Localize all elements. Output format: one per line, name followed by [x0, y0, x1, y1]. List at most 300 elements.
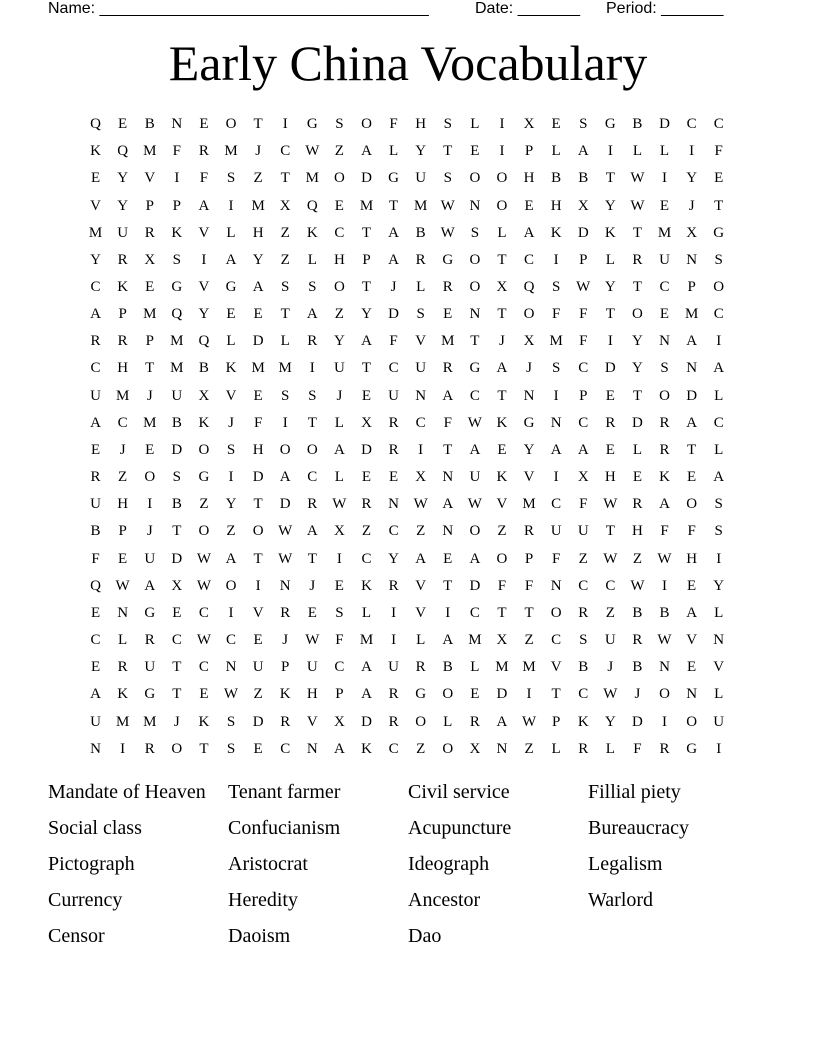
- grid-letter: O: [469, 251, 481, 268]
- grid-letter: I: [282, 116, 288, 133]
- grid-letter: Z: [578, 550, 588, 567]
- grid-letter: U: [144, 659, 156, 676]
- word-bank-item: Legalism: [588, 852, 663, 875]
- grid-letter: N: [659, 659, 670, 676]
- grid-letter: W: [305, 143, 320, 160]
- grid-letter: C: [469, 387, 480, 404]
- grid-letter: Z: [253, 686, 263, 703]
- grid-letter: C: [524, 251, 535, 268]
- grid-letter: W: [657, 632, 672, 649]
- grid-letter: Z: [524, 632, 534, 649]
- grid-letter: B: [578, 659, 589, 676]
- grid-letter: B: [551, 170, 562, 187]
- grid-letter: Z: [361, 523, 372, 540]
- grid-letter: D: [361, 713, 372, 730]
- grid-letter: U: [117, 224, 129, 241]
- grid-letter: T: [172, 686, 182, 703]
- grid-letter: I: [499, 116, 505, 133]
- grid-letter: K: [279, 686, 291, 703]
- grid-letter: E: [605, 387, 615, 404]
- grid-letter: R: [361, 496, 372, 513]
- grid-letter: R: [388, 441, 399, 458]
- grid-letter: Y: [90, 251, 101, 268]
- grid-letter: L: [416, 632, 426, 649]
- grid-letter: Y: [604, 713, 616, 730]
- grid-letter: T: [714, 197, 724, 214]
- grid-letter: T: [361, 224, 372, 241]
- grid-letter: Y: [713, 577, 725, 594]
- grid-letter: A: [388, 251, 399, 268]
- grid-letter: A: [496, 360, 508, 377]
- grid-letter: X: [496, 632, 508, 649]
- grid-letter: Q: [171, 306, 183, 323]
- grid-letter: R: [659, 740, 670, 757]
- grid-letter: F: [389, 116, 398, 133]
- grid-letter: O: [550, 604, 562, 621]
- grid-letter: E: [226, 306, 236, 323]
- grid-letter: C: [713, 306, 724, 323]
- grid-letter: N: [388, 496, 399, 513]
- grid-letter: I: [553, 387, 559, 404]
- grid-letter: L: [551, 143, 561, 160]
- grid-letter: D: [252, 469, 264, 486]
- word-bank-item: Ideograph: [408, 852, 490, 875]
- grid-letter: M: [143, 143, 157, 160]
- grid-letter: L: [280, 333, 290, 350]
- grid-letter: K: [496, 414, 508, 431]
- word-bank-item: Confucianism: [228, 817, 341, 840]
- grid-letter: T: [361, 360, 372, 377]
- word-search-grid: [82, 111, 732, 763]
- grid-letter: Z: [524, 740, 534, 757]
- grid-letter: U: [415, 360, 427, 377]
- grid-letter: R: [632, 251, 643, 268]
- grid-letter: C: [90, 360, 101, 377]
- grid-letter: W: [440, 224, 455, 241]
- grid-letter: T: [443, 441, 453, 458]
- grid-letter: G: [604, 116, 616, 133]
- grid-letter: T: [199, 740, 209, 757]
- grid-letter: I: [391, 632, 397, 649]
- grid-letter: Q: [523, 279, 535, 296]
- word-bank-item: Social class: [48, 817, 142, 840]
- grid-letter: W: [115, 577, 130, 594]
- word-bank-item: Bureaucracy: [588, 817, 690, 840]
- grid-letter: D: [361, 441, 372, 458]
- grid-letter: T: [632, 387, 642, 404]
- grid-letter: U: [550, 523, 562, 540]
- word-bank-item: Fillial piety: [588, 781, 681, 804]
- grid-letter: T: [280, 170, 290, 187]
- grid-letter: O: [686, 713, 698, 730]
- grid-letter: T: [470, 333, 480, 350]
- grid-letter: U: [388, 659, 399, 676]
- grid-letter: Z: [497, 523, 507, 540]
- grid-letter: J: [255, 143, 262, 160]
- grid-letter: F: [253, 414, 263, 431]
- grid-letter: J: [390, 279, 397, 296]
- grid-letter: N: [686, 686, 698, 703]
- grid-letter: U: [659, 251, 670, 268]
- grid-letter: C: [198, 604, 209, 621]
- grid-letter: H: [333, 251, 345, 268]
- grid-letter: S: [551, 360, 561, 377]
- grid-letter: N: [659, 333, 670, 350]
- grid-letter: U: [388, 387, 399, 404]
- grid-letter: C: [713, 414, 724, 431]
- grid-letter: R: [605, 414, 616, 431]
- grid-letter: M: [522, 659, 536, 676]
- grid-letter: J: [119, 441, 126, 458]
- grid-letter: L: [714, 441, 724, 458]
- grid-letter: E: [145, 441, 155, 458]
- grid-letter: O: [279, 441, 291, 458]
- grid-letter: C: [578, 686, 589, 703]
- grid-letter: K: [117, 279, 129, 296]
- grid-letter: N: [550, 577, 562, 594]
- grid-letter: C: [388, 740, 399, 757]
- grid-letter: R: [117, 251, 128, 268]
- grid-letter: R: [388, 414, 399, 431]
- grid-letter: T: [253, 496, 263, 513]
- grid-letter: F: [443, 414, 452, 431]
- grid-letter: P: [118, 523, 127, 540]
- grid-letter: W: [630, 197, 645, 214]
- grid-letter: N: [496, 740, 508, 757]
- grid-letter: E: [118, 116, 128, 133]
- grid-letter: A: [713, 469, 725, 486]
- grid-letter: M: [495, 659, 509, 676]
- grid-letter: A: [333, 441, 345, 458]
- grid-letter: Z: [605, 604, 615, 621]
- grid-letter: R: [442, 360, 453, 377]
- period-field-label: Period: _______: [606, 0, 724, 17]
- page-title: Early China Vocabulary: [168, 35, 648, 91]
- grid-letter: S: [416, 306, 425, 323]
- grid-letter: R: [659, 441, 670, 458]
- grid-letter: Z: [253, 170, 263, 187]
- grid-letter: A: [198, 197, 210, 214]
- grid-letter: E: [253, 632, 263, 649]
- grid-letter: L: [388, 143, 399, 160]
- grid-letter: E: [388, 469, 399, 486]
- grid-letter: K: [361, 577, 372, 594]
- grid-letter: A: [361, 143, 372, 160]
- grid-letter: I: [228, 469, 234, 486]
- grid-letter: V: [686, 632, 698, 649]
- grid-letter: O: [144, 469, 156, 486]
- grid-letter: L: [334, 414, 344, 431]
- grid-letter: I: [689, 143, 695, 160]
- grid-letter: V: [198, 224, 210, 241]
- grid-letter: C: [415, 414, 426, 431]
- grid-letter: G: [144, 604, 156, 621]
- grid-letter: P: [687, 279, 696, 296]
- grid-letter: Y: [333, 333, 345, 350]
- grid-letter: R: [117, 333, 128, 350]
- grid-letter: L: [714, 604, 724, 621]
- grid-letter: J: [336, 387, 343, 404]
- grid-letter: K: [117, 686, 129, 703]
- grid-letter: H: [252, 224, 264, 241]
- grid-letter: P: [551, 713, 561, 730]
- grid-letter: R: [415, 659, 426, 676]
- grid-letter: G: [225, 279, 237, 296]
- grid-letter: O: [198, 441, 210, 458]
- grid-letter: E: [307, 604, 317, 621]
- grid-letter: M: [414, 197, 428, 214]
- grid-letter: W: [630, 577, 645, 594]
- grid-letter: G: [713, 224, 725, 241]
- grid-letter: U: [604, 632, 616, 649]
- grid-letter: L: [659, 143, 670, 160]
- grid-letter: S: [335, 116, 344, 133]
- grid-letter: C: [469, 604, 480, 621]
- grid-letter: K: [659, 469, 670, 486]
- grid-letter: N: [171, 116, 183, 133]
- grid-letter: J: [634, 686, 641, 703]
- grid-letter: W: [521, 713, 537, 730]
- grid-letter: N: [117, 604, 129, 621]
- word-bank-item: Ancestor: [408, 888, 481, 911]
- grid-letter: A: [469, 441, 481, 458]
- grid-letter: S: [308, 279, 317, 296]
- grid-letter: N: [550, 414, 562, 431]
- grid-letter: R: [632, 496, 643, 513]
- grid-letter: I: [716, 550, 722, 567]
- grid-letter: U: [713, 713, 725, 730]
- grid-letter: A: [713, 360, 725, 377]
- grid-letter: T: [361, 279, 372, 296]
- grid-letter: N: [469, 197, 481, 214]
- grid-letter: H: [686, 550, 698, 567]
- grid-letter: V: [252, 604, 264, 621]
- grid-letter: W: [603, 496, 618, 513]
- grid-letter: E: [145, 279, 155, 296]
- grid-letter: W: [467, 414, 482, 431]
- grid-letter: Z: [199, 496, 209, 513]
- grid-letter: A: [90, 686, 101, 703]
- grid-letter: A: [90, 306, 101, 323]
- grid-letter: U: [90, 387, 101, 404]
- grid-letter: E: [605, 441, 615, 458]
- grid-letter: A: [333, 740, 345, 757]
- grid-letter: C: [578, 577, 589, 594]
- grid-letter: T: [605, 306, 615, 323]
- grid-letter: E: [334, 197, 344, 214]
- grid-letter: P: [579, 387, 588, 404]
- grid-letter: S: [226, 441, 236, 458]
- grid-letter: A: [659, 496, 670, 513]
- word-bank-item: Civil service: [408, 781, 510, 804]
- grid-letter: M: [305, 170, 319, 187]
- grid-letter: H: [252, 441, 264, 458]
- grid-letter: D: [279, 496, 291, 513]
- grid-letter: C: [551, 496, 562, 513]
- grid-letter: P: [335, 686, 344, 703]
- grid-letter: M: [359, 197, 374, 214]
- grid-letter: O: [225, 116, 237, 133]
- grid-letter: Q: [306, 197, 318, 214]
- grid-letter: M: [468, 632, 482, 649]
- grid-letter: Z: [226, 523, 236, 540]
- grid-letter: D: [171, 550, 183, 567]
- grid-letter: A: [442, 632, 454, 649]
- grid-letter: G: [686, 740, 698, 757]
- grid-letter: O: [252, 523, 264, 540]
- grid-letter: R: [117, 659, 128, 676]
- grid-letter: H: [604, 469, 616, 486]
- grid-letter: L: [226, 333, 236, 350]
- grid-letter: W: [278, 523, 293, 540]
- grid-letter: V: [415, 577, 427, 594]
- grid-letter: M: [143, 713, 157, 730]
- grid-letter: B: [171, 496, 182, 513]
- grid-letter: T: [497, 604, 507, 621]
- grid-letter: N: [415, 387, 427, 404]
- grid-letter: Y: [415, 143, 427, 160]
- grid-letter: T: [632, 279, 642, 296]
- grid-letter: C: [388, 523, 399, 540]
- grid-letter: S: [443, 170, 452, 187]
- grid-letter: V: [225, 387, 237, 404]
- grid-letter: E: [118, 550, 128, 567]
- grid-letter: O: [496, 170, 508, 187]
- grid-letter: E: [443, 306, 453, 323]
- grid-letter: U: [144, 550, 156, 567]
- grid-letter: I: [282, 414, 288, 431]
- grid-letter: S: [226, 713, 236, 730]
- grid-letter: X: [415, 469, 427, 486]
- grid-letter: D: [577, 224, 589, 241]
- grid-letter: F: [660, 523, 669, 540]
- grid-letter: N: [225, 659, 237, 676]
- grid-letter: F: [551, 550, 561, 567]
- grid-letter: X: [469, 740, 481, 757]
- grid-letter: E: [199, 686, 209, 703]
- grid-letter: E: [253, 740, 263, 757]
- grid-letter: K: [90, 143, 101, 160]
- grid-letter: J: [228, 414, 234, 431]
- grid-letter: L: [416, 279, 426, 296]
- grid-letter: N: [442, 523, 454, 540]
- grid-letter: C: [551, 632, 562, 649]
- word-bank-item: Currency: [48, 888, 123, 911]
- grid-letter: V: [90, 197, 101, 214]
- word-bank-item: Daoism: [228, 924, 291, 947]
- grid-letter: D: [469, 577, 481, 594]
- grid-letter: W: [467, 496, 482, 513]
- grid-letter: I: [716, 333, 722, 350]
- grid-letter: G: [306, 116, 318, 133]
- name-field-label: Name: _____________________________________: [48, 0, 429, 17]
- grid-letter: A: [415, 550, 427, 567]
- grid-letter: S: [579, 632, 588, 649]
- grid-letter: X: [361, 414, 372, 431]
- grid-letter: I: [418, 441, 424, 458]
- grid-letter: E: [470, 686, 480, 703]
- grid-letter: L: [334, 469, 344, 486]
- grid-letter: E: [687, 659, 697, 676]
- grid-letter: S: [226, 170, 236, 187]
- grid-letter: T: [172, 659, 182, 676]
- grid-letter: W: [278, 550, 293, 567]
- grid-letter: W: [332, 496, 347, 513]
- grid-letter: T: [307, 550, 317, 567]
- grid-letter: R: [415, 251, 426, 268]
- grid-letter: R: [578, 740, 589, 757]
- grid-letter: X: [279, 197, 291, 214]
- grid-letter: I: [662, 577, 668, 594]
- grid-letter: W: [657, 550, 672, 567]
- grid-letter: X: [333, 713, 345, 730]
- grid-letter: E: [443, 550, 453, 567]
- grid-letter: M: [143, 414, 157, 431]
- grid-letter: J: [146, 523, 153, 540]
- word-bank-item: Dao: [408, 924, 442, 947]
- grid-letter: I: [336, 550, 342, 567]
- grid-letter: J: [309, 577, 316, 594]
- grid-letter: B: [442, 659, 453, 676]
- grid-letter: S: [172, 469, 181, 486]
- grid-letter: R: [307, 333, 318, 350]
- grid-letter: P: [579, 251, 588, 268]
- grid-letter: L: [632, 143, 642, 160]
- grid-letter: T: [605, 523, 615, 540]
- grid-letter: O: [415, 713, 427, 730]
- grid-letter: G: [415, 686, 427, 703]
- grid-letter: W: [576, 279, 591, 296]
- grid-letter: U: [415, 170, 427, 187]
- grid-letter: L: [361, 604, 372, 621]
- grid-letter: F: [389, 333, 398, 350]
- grid-letter: I: [120, 740, 126, 757]
- grid-letter: L: [307, 251, 317, 268]
- grid-letter: I: [499, 143, 505, 160]
- grid-letter: X: [496, 279, 508, 296]
- grid-letter: C: [605, 577, 616, 594]
- grid-letter: U: [252, 659, 264, 676]
- grid-letter: C: [578, 360, 589, 377]
- grid-letter: Y: [388, 550, 399, 567]
- grid-letter: S: [281, 279, 290, 296]
- grid-letter: B: [659, 604, 670, 621]
- grid-letter: A: [550, 441, 562, 458]
- grid-letter: J: [499, 333, 505, 350]
- grid-letter: M: [170, 360, 184, 377]
- grid-letter: V: [496, 496, 508, 513]
- grid-letter: S: [308, 387, 317, 404]
- grid-letter: C: [361, 550, 372, 567]
- grid-letter: F: [524, 577, 534, 594]
- grid-letter: E: [659, 197, 670, 214]
- grid-letter: G: [171, 279, 183, 296]
- grid-letter: J: [607, 659, 614, 676]
- grid-letter: O: [442, 740, 454, 757]
- grid-letter: R: [280, 713, 291, 730]
- grid-letter: P: [145, 333, 154, 350]
- grid-letter: Y: [686, 170, 698, 187]
- word-bank-item: Acupuncture: [408, 817, 512, 840]
- grid-letter: I: [445, 604, 451, 621]
- grid-letter: A: [306, 523, 318, 540]
- grid-letter: T: [632, 224, 642, 241]
- grid-letter: X: [577, 469, 589, 486]
- grid-letter: M: [251, 197, 265, 214]
- grid-letter: H: [306, 686, 318, 703]
- grid-letter: K: [171, 224, 183, 241]
- grid-letter: I: [228, 604, 234, 621]
